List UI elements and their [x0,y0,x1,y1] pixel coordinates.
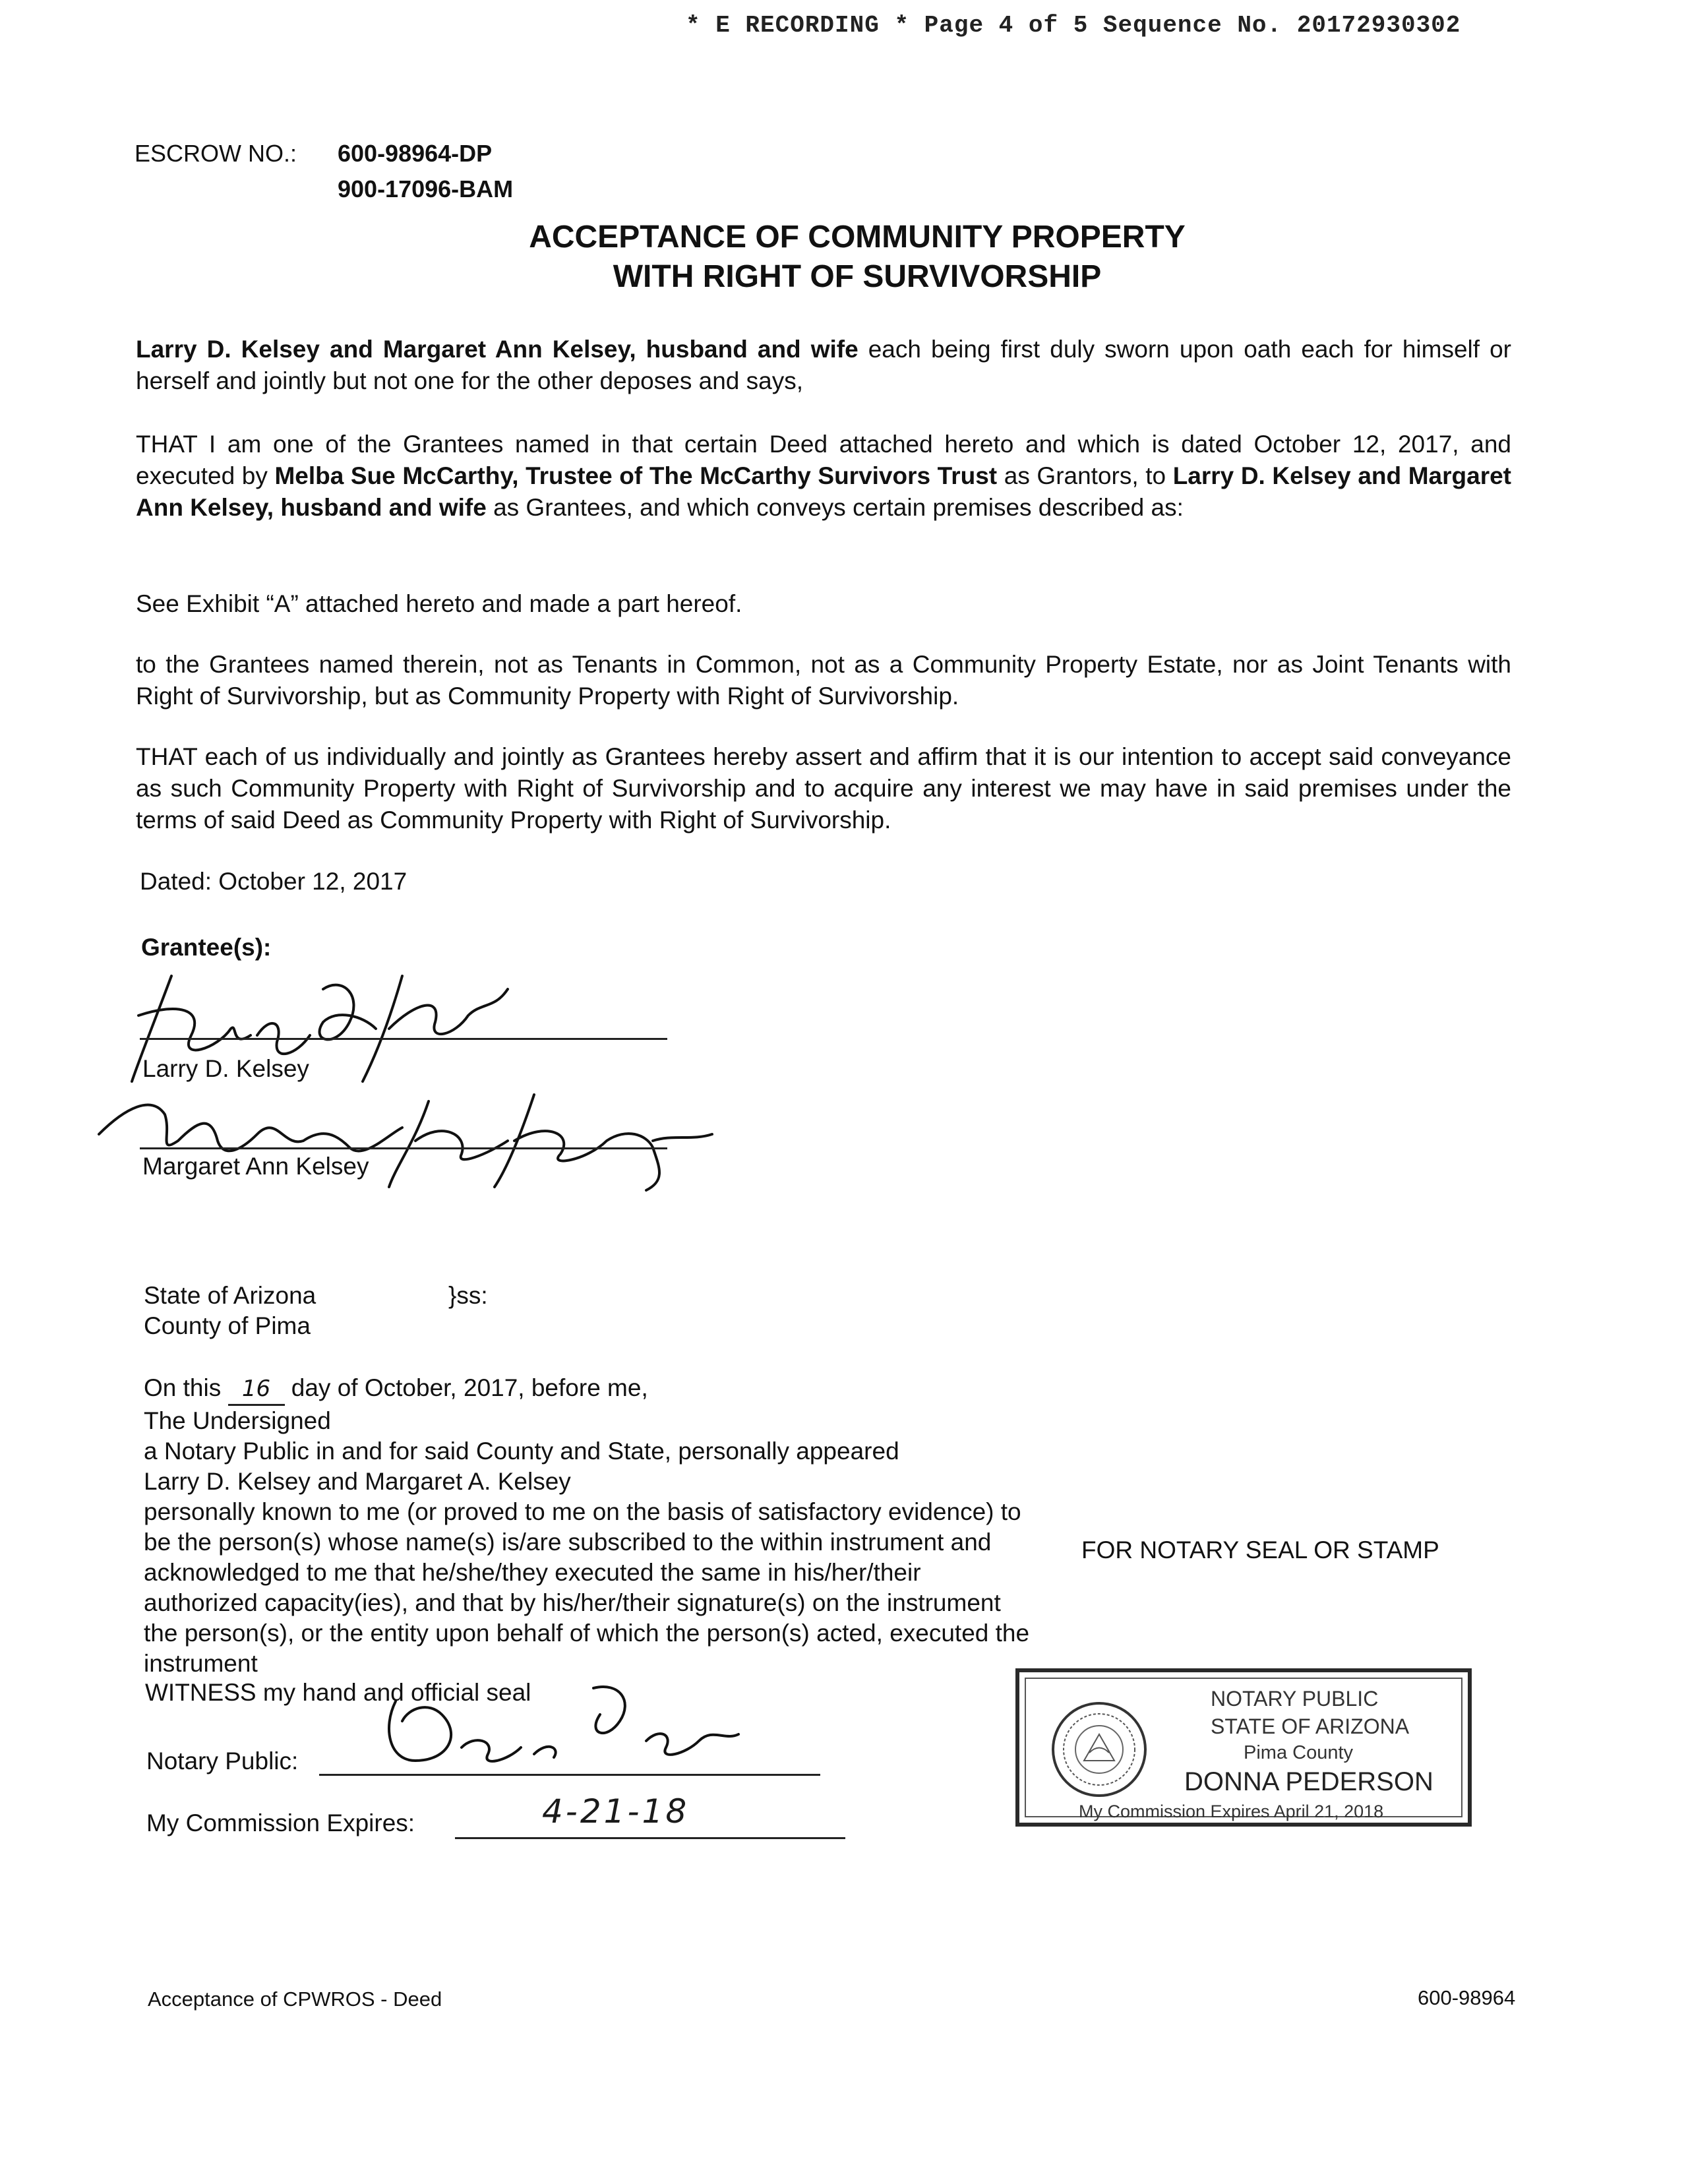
commission-expires-value: 4-21-18 [542,1792,690,1831]
witness-line: WITNESS my hand and official seal [145,1679,531,1706]
notary-acknowledgment [144,1373,1040,1679]
commission-expires-line [455,1837,845,1839]
grantees-names: Larry D. Kelsey and Margaret Ann Kelsey, husband and wife [136,462,1511,521]
signature-notary [369,1675,778,1787]
stamp-border [1025,1678,1462,1821]
state-seal-icon [1050,1700,1149,1799]
escrow-number-1: 600-98964-DP [338,140,493,167]
notary-signature-line [319,1774,820,1776]
recording-header: * E RECORDING * Page 4 of 5 Sequence No. 20172930302 [686,12,1461,39]
ack-line-5: personally known to me (or proved to me on the basis of satisfactory evidence) to be the person(s) whose name(s) is/are subscribed to the within instrument and acknowledged to me that he/she/they executed the same in his/her/their authorized capacity(ies), and that by his/her/their signature(s) on the instrument the person(s), or the entity upon behalf of which the person(s) acted, executed the instrument [144,1498,1030,1677]
signature-line-1 [140,1038,667,1040]
notary-stamp [1015,1668,1472,1827]
ack-undersigned: The Undersigned [144,1407,331,1434]
ack-day-value: 16 [228,1374,285,1406]
paragraph-deed [136,429,1511,524]
deed-text-c: as Grantees, and which conveys certain premises described as: [486,494,1184,521]
footer-document-name: Acceptance of CPWROS - Deed [148,1987,442,2011]
grantee-name-1: Larry D. Kelsey [142,1055,309,1082]
commission-expires-label: My Commission Expires: [146,1809,415,1836]
stamp-notary-public: NOTARY PUBLIC [1211,1687,1379,1711]
affiants-text: each being first duly sworn upon oath each for himself or herself and jointly but not one for the other deposes and says, [136,336,1511,394]
ack-line-1 [144,1373,1040,1406]
ack-on-this: On this [144,1374,222,1401]
stamp-notary-name: DONNA PEDERSON [1184,1767,1433,1796]
paragraph-exhibit: See Exhibit “A” attached hereto and made a part hereof. [136,590,742,617]
ack-line-3: a Notary Public in and for said County and State, personally appeared [144,1438,899,1465]
notary-seal-label: FOR NOTARY SEAL OR STAMP [1081,1536,1439,1563]
grantees-label: Grantee(s): [141,934,272,961]
dated-line: Dated: October 12, 2017 [140,868,407,895]
affiants-names: Larry D. Kelsey and Margaret Ann Kelsey, husband and wife [136,336,859,363]
document-title-line-1: ACCEPTANCE OF COMMUNITY PROPERTY [529,220,1186,255]
signature-line-2 [140,1147,667,1149]
ack-line-4: Larry D. Kelsey and Margaret A. Kelsey [144,1468,571,1495]
grantee-name-2: Margaret Ann Kelsey [142,1153,369,1180]
deed-text-b: as Grantors, to [997,462,1173,489]
deed-text-a: THAT I am one of the Grantees named in that certain Deed attached hereto and which is dated October 12, 2017, and executed by [136,431,1511,489]
venue-county: County of Pima [144,1312,311,1339]
stamp-commission: My Commission Expires April 21, 2018 [1079,1802,1384,1821]
notary-public-label: Notary Public: [146,1747,299,1774]
stamp-state: STATE OF ARIZONA [1211,1714,1410,1738]
escrow-label: ESCROW NO.: [135,140,297,167]
venue-state: State of Arizona [144,1282,316,1309]
escrow-number-2: 900-17096-BAM [338,175,514,202]
document-title-line-2: WITH RIGHT OF SURVIVORSHIP [613,259,1102,294]
paragraph-tenancy: to the Grantees named therein, not as Tenants in Common, not as a Community Property Estate, nor as Joint Tenants with Right of Survivorship, but as Community Property with Right of Survivorship. [136,651,1511,710]
paragraph-affiants [136,334,1511,397]
paragraph-affirmation: THAT each of us individually and jointly as Grantees hereby assert and affirm that it is our intention to accept said conveyance as such Community Property with Right of Survivorship and to acquire any interest we may have in said premises under the terms of said Deed as Community Property with Right of Survivorship. [136,743,1511,834]
venue-ss: }ss: [448,1282,488,1309]
ack-day-rest: day of October, 2017, before me, [291,1374,648,1401]
grantors-names: Melba Sue McCarthy, Trustee of The McCarthy Survivors Trust [274,462,998,489]
stamp-county: Pima County [1244,1742,1354,1763]
footer-file-number: 600-98964 [1418,1986,1516,2009]
